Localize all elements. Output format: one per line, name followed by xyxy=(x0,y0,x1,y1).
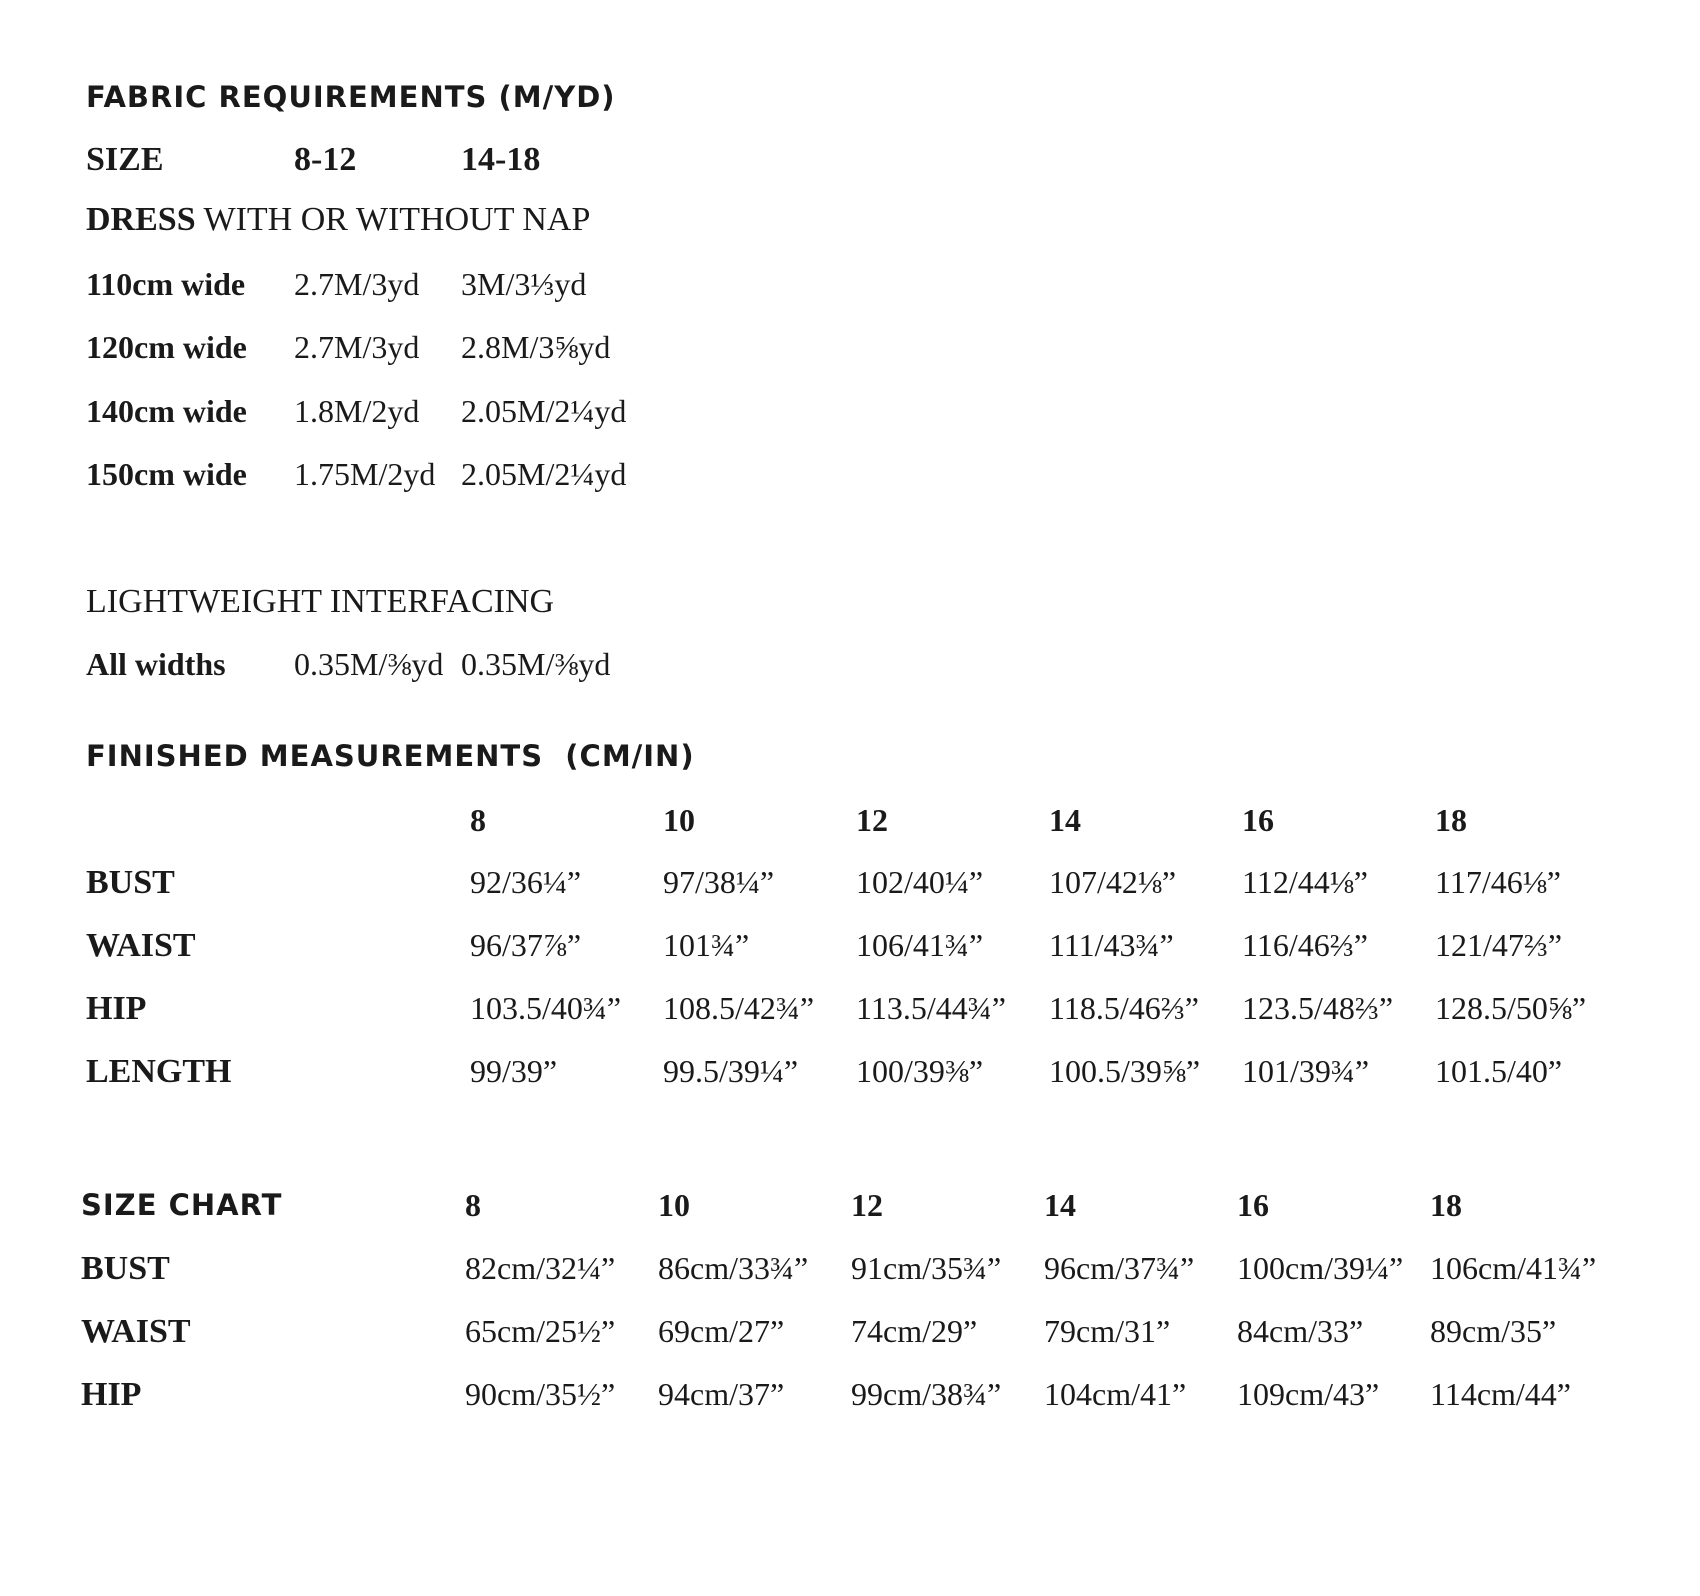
size-label: SIZE xyxy=(86,141,164,178)
dress-nap-note: WITH OR WITHOUT NAP xyxy=(195,201,591,238)
dress-section-title xyxy=(86,201,590,239)
finished-size-col: 8 xyxy=(470,802,486,838)
size-chart-cell: 86cm/33¾” xyxy=(658,1250,809,1286)
fabric-row-label: 110cm wide xyxy=(86,266,246,302)
size-chart-cell: 74cm/29” xyxy=(851,1313,978,1349)
interfacing-row-label: All widths xyxy=(86,646,226,682)
finished-cell: 100/39⅜” xyxy=(856,1053,984,1089)
finished-cell: 101¾” xyxy=(663,927,750,963)
fabric-size-col-1: 8-12 xyxy=(294,141,357,178)
finished-cell: 100.5/39⅝” xyxy=(1049,1053,1201,1089)
finished-size-col: 12 xyxy=(856,802,888,838)
fabric-row-label: 140cm wide xyxy=(86,393,247,429)
size-chart-size-col: 8 xyxy=(465,1187,481,1223)
size-chart-cell: 100cm/39¼” xyxy=(1237,1250,1404,1286)
finished-cell: 96/37⅞” xyxy=(470,927,582,963)
size-chart-cell: 114cm/44” xyxy=(1430,1376,1571,1412)
size-chart-cell: 91cm/35¾” xyxy=(851,1250,1002,1286)
finished-cell: 101.5/40” xyxy=(1435,1053,1563,1089)
finished-cell: 92/36¼” xyxy=(470,864,582,900)
fabric-row-label: 150cm wide xyxy=(86,456,247,492)
finished-cell: 121/47⅔” xyxy=(1435,927,1563,963)
fabric-row-value: 1.8M/2yd xyxy=(294,393,420,429)
finished-row-label: LENGTH xyxy=(86,1053,232,1090)
finished-cell: 97/38¼” xyxy=(663,864,775,900)
size-chart-cell: 69cm/27” xyxy=(658,1313,785,1349)
finished-cell: 101/39¾” xyxy=(1242,1053,1370,1089)
size-chart-cell: 90cm/35½” xyxy=(465,1376,616,1412)
fabric-row-value: 3M/3⅓yd xyxy=(461,266,587,302)
finished-row-label: HIP xyxy=(86,990,147,1027)
dress-label: DRESS xyxy=(86,201,196,238)
size-chart-cell: 84cm/33” xyxy=(1237,1313,1364,1349)
finished-cell: 123.5/48⅔” xyxy=(1242,990,1394,1026)
finished-size-col: 16 xyxy=(1242,802,1274,838)
interfacing-row-value: 0.35M/⅜yd xyxy=(461,646,611,682)
finished-cell: 99/39” xyxy=(470,1053,558,1089)
finished-size-col: 14 xyxy=(1049,802,1081,838)
size-chart-row-label: BUST xyxy=(81,1250,170,1287)
finished-cell: 111/43¾” xyxy=(1049,927,1174,963)
finished-row-label: WAIST xyxy=(86,927,196,964)
fabric-row-value: 1.75M/2yd xyxy=(294,456,436,492)
size-chart-size-col: 18 xyxy=(1430,1187,1462,1223)
size-chart-cell: 106cm/41¾” xyxy=(1430,1250,1597,1286)
fabric-row-value: 2.8M/3⅝yd xyxy=(461,329,611,365)
size-chart-cell: 79cm/31” xyxy=(1044,1313,1171,1349)
size-chart-size-col: 16 xyxy=(1237,1187,1269,1223)
size-chart-row-label: HIP xyxy=(81,1376,142,1413)
fabric-requirements-heading: FABRIC REQUIREMENTS (M/YD) xyxy=(86,80,616,114)
interfacing-row-value: 0.35M/⅜yd xyxy=(294,646,444,682)
finished-cell: 103.5/40¾” xyxy=(470,990,622,1026)
finished-measurements-heading: FINISHED MEASUREMENTS (CM/IN) xyxy=(86,739,695,773)
fabric-row-label: 120cm wide xyxy=(86,329,247,365)
finished-cell: 117/46⅛” xyxy=(1435,864,1561,900)
fabric-row-value: 2.7M/3yd xyxy=(294,266,420,302)
finished-row-label: BUST xyxy=(86,864,175,901)
finished-cell: 112/44⅛” xyxy=(1242,864,1368,900)
size-chart-cell: 82cm/32¼” xyxy=(465,1250,616,1286)
fabric-row-value: 2.05M/2¼yd xyxy=(461,393,627,429)
finished-cell: 128.5/50⅝” xyxy=(1435,990,1587,1026)
finished-cell: 118.5/46⅔” xyxy=(1049,990,1199,1026)
fabric-size-col-2: 14-18 xyxy=(461,141,541,178)
finished-cell: 113.5/44¾” xyxy=(856,990,1006,1026)
size-chart-heading: SIZE CHART xyxy=(81,1188,283,1222)
interfacing-title: LIGHTWEIGHT INTERFACING xyxy=(86,583,555,620)
finished-cell: 108.5/42¾” xyxy=(663,990,815,1026)
finished-cell: 99.5/39¼” xyxy=(663,1053,799,1089)
size-chart-cell: 89cm/35” xyxy=(1430,1313,1557,1349)
finished-size-col: 18 xyxy=(1435,802,1467,838)
size-chart-size-col: 10 xyxy=(658,1187,690,1223)
size-chart-cell: 109cm/43” xyxy=(1237,1376,1380,1412)
fabric-row-value: 2.7M/3yd xyxy=(294,329,420,365)
size-chart-cell: 96cm/37¾” xyxy=(1044,1250,1195,1286)
size-chart-cell: 104cm/41” xyxy=(1044,1376,1187,1412)
size-chart-cell: 65cm/25½” xyxy=(465,1313,616,1349)
finished-cell: 106/41¾” xyxy=(856,927,984,963)
size-chart-cell: 94cm/37” xyxy=(658,1376,785,1412)
finished-cell: 102/40¼” xyxy=(856,864,984,900)
fabric-row-value: 2.05M/2¼yd xyxy=(461,456,627,492)
size-chart-size-col: 14 xyxy=(1044,1187,1076,1223)
finished-cell: 116/46⅔” xyxy=(1242,927,1368,963)
finished-cell: 107/42⅛” xyxy=(1049,864,1177,900)
finished-size-col: 10 xyxy=(663,802,695,838)
size-chart-cell: 99cm/38¾” xyxy=(851,1376,1002,1412)
size-chart-size-col: 12 xyxy=(851,1187,883,1223)
size-chart-row-label: WAIST xyxy=(81,1313,191,1350)
